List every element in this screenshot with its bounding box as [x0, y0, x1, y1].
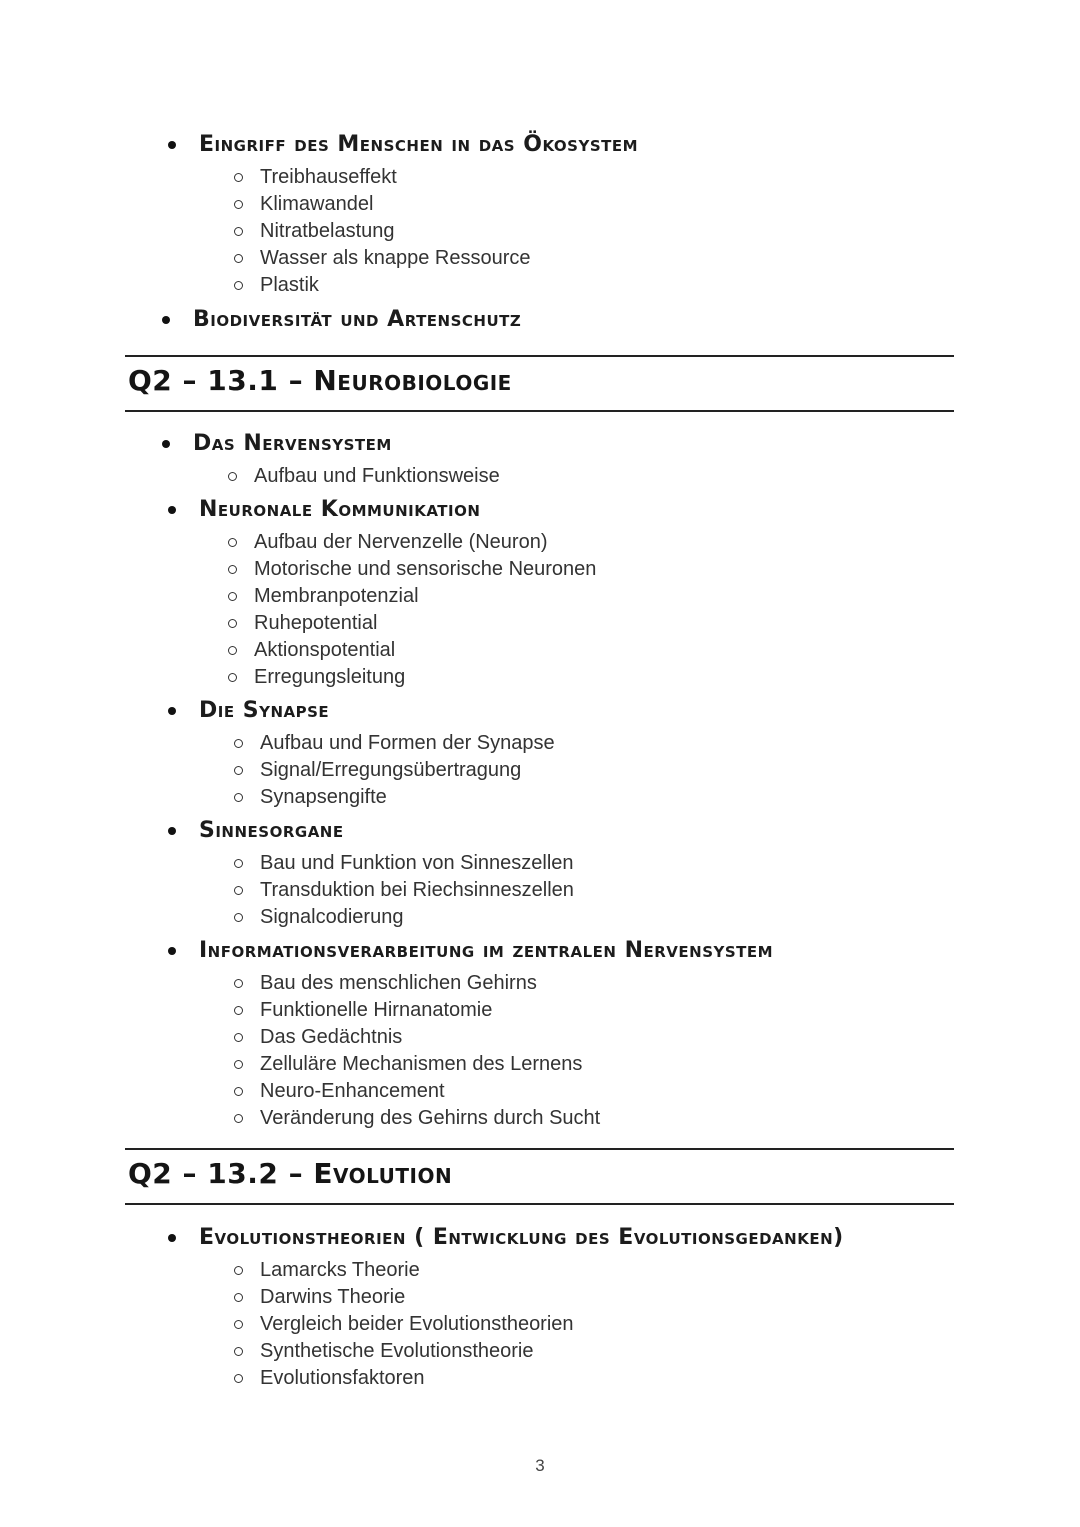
- circle-bullet-icon: [234, 913, 243, 922]
- circle-bullet-icon: [234, 173, 243, 182]
- circle-bullet-icon: [234, 793, 243, 802]
- list-item: Zelluläre Mechanismen des Lernens: [234, 1053, 582, 1076]
- circle-bullet-icon: [228, 592, 237, 601]
- topic-neuronale-kommunikation: [168, 497, 480, 522]
- list-item: Vergleich beider Evolutionstheorien: [234, 1313, 574, 1336]
- circle-bullet-icon: [234, 1266, 243, 1275]
- circle-bullet-icon: [234, 979, 243, 988]
- circle-bullet-icon: [228, 619, 237, 628]
- circle-bullet-icon: [234, 254, 243, 263]
- list-item: Nitratbelastung: [234, 220, 395, 243]
- topic-title: Biodiversität und Artenschutz: [193, 307, 522, 332]
- circle-bullet-icon: [234, 1320, 243, 1329]
- topic-title: Evolutionstheorien ( Entwicklung des Evolutionsgedanken): [199, 1225, 844, 1250]
- list-item: Neuro-Enhancement: [234, 1080, 445, 1103]
- circle-bullet-icon: [234, 859, 243, 868]
- list-item: Bau und Funktion von Sinneszellen: [234, 852, 574, 875]
- topic-title: Die Synapse: [199, 698, 330, 723]
- circle-bullet-icon: [228, 673, 237, 682]
- section-heading-evolution: Q2 – 13.2 – Evolution: [128, 1157, 453, 1190]
- circle-bullet-icon: [234, 227, 243, 236]
- list-item: Aufbau der Nervenzelle (Neuron): [228, 531, 548, 554]
- bullet-icon: [168, 1234, 176, 1242]
- topic-title: Das Nervensystem: [193, 431, 392, 456]
- list-item: Treibhauseffekt: [234, 166, 397, 189]
- list-item: Funktionelle Hirnanatomie: [234, 999, 492, 1022]
- topic-evolutionstheorien: [168, 1225, 844, 1250]
- list-item: Bau des menschlichen Gehirns: [234, 972, 537, 995]
- circle-bullet-icon: [234, 1006, 243, 1015]
- circle-bullet-icon: [234, 1347, 243, 1356]
- topic-biodiversitaet: [162, 307, 521, 332]
- divider: [125, 1203, 954, 1205]
- circle-bullet-icon: [234, 1114, 243, 1123]
- list-item: Motorische und sensorische Neuronen: [228, 558, 596, 581]
- circle-bullet-icon: [228, 565, 237, 574]
- topic-sinnesorgane: [168, 818, 344, 843]
- list-item: Signalcodierung: [234, 906, 403, 929]
- list-item: Signal/Erregungsübertragung: [234, 759, 521, 782]
- list-item: Veränderung des Gehirns durch Sucht: [234, 1107, 600, 1130]
- bullet-icon: [168, 947, 176, 955]
- topic-informationsverarbeitung: [168, 938, 773, 963]
- circle-bullet-icon: [234, 281, 243, 290]
- circle-bullet-icon: [228, 646, 237, 655]
- list-item: Klimawandel: [234, 193, 373, 216]
- circle-bullet-icon: [234, 1374, 243, 1383]
- divider: [125, 410, 954, 412]
- bullet-icon: [168, 506, 176, 514]
- list-item: Plastik: [234, 274, 319, 297]
- list-item: Synapsengifte: [234, 786, 387, 809]
- list-item: Wasser als knappe Ressource: [234, 247, 531, 270]
- circle-bullet-icon: [234, 1087, 243, 1096]
- bullet-icon: [168, 141, 176, 149]
- circle-bullet-icon: [234, 766, 243, 775]
- divider: [125, 1148, 954, 1150]
- bullet-icon: [168, 707, 176, 715]
- topic-nervensystem: [162, 431, 392, 456]
- topic-eingriff: [168, 132, 638, 157]
- page-number: 3: [535, 1456, 545, 1475]
- bullet-icon: [162, 440, 170, 448]
- list-item: Darwins Theorie: [234, 1286, 405, 1309]
- circle-bullet-icon: [234, 886, 243, 895]
- list-item: Transduktion bei Riechsinneszellen: [234, 879, 574, 902]
- circle-bullet-icon: [234, 1293, 243, 1302]
- circle-bullet-icon: [234, 1033, 243, 1042]
- list-item: Ruhepotential: [228, 612, 377, 635]
- section-heading-neurobiologie: Q2 – 13.1 – Neurobiologie: [128, 364, 512, 397]
- list-item: Evolutionsfaktoren: [234, 1367, 425, 1390]
- list-item: Membranpotenzial: [228, 585, 419, 608]
- topic-title: Eingriff des Menschen in das Ökosystem: [199, 132, 639, 157]
- list-item: Synthetische Evolutionstheorie: [234, 1340, 534, 1363]
- circle-bullet-icon: [234, 1060, 243, 1069]
- list-item: Aufbau und Funktionsweise: [228, 465, 500, 488]
- topic-synapse: [168, 698, 329, 723]
- list-item: Aufbau und Formen der Synapse: [234, 732, 555, 755]
- bullet-icon: [162, 316, 170, 324]
- circle-bullet-icon: [234, 739, 243, 748]
- circle-bullet-icon: [228, 538, 237, 547]
- list-item: Aktionspotential: [228, 639, 395, 662]
- divider: [125, 355, 954, 357]
- list-item: Das Gedächtnis: [234, 1026, 402, 1049]
- circle-bullet-icon: [234, 200, 243, 209]
- topic-title: Neuronale Kommunikation: [199, 497, 481, 522]
- topic-title: Informationsverarbeitung im zentralen Nervensystem: [199, 938, 774, 963]
- bullet-icon: [168, 827, 176, 835]
- list-item: Erregungsleitung: [228, 666, 405, 689]
- topic-title: Sinnesorgane: [199, 818, 344, 843]
- circle-bullet-icon: [228, 472, 237, 481]
- list-item: Lamarcks Theorie: [234, 1259, 420, 1282]
